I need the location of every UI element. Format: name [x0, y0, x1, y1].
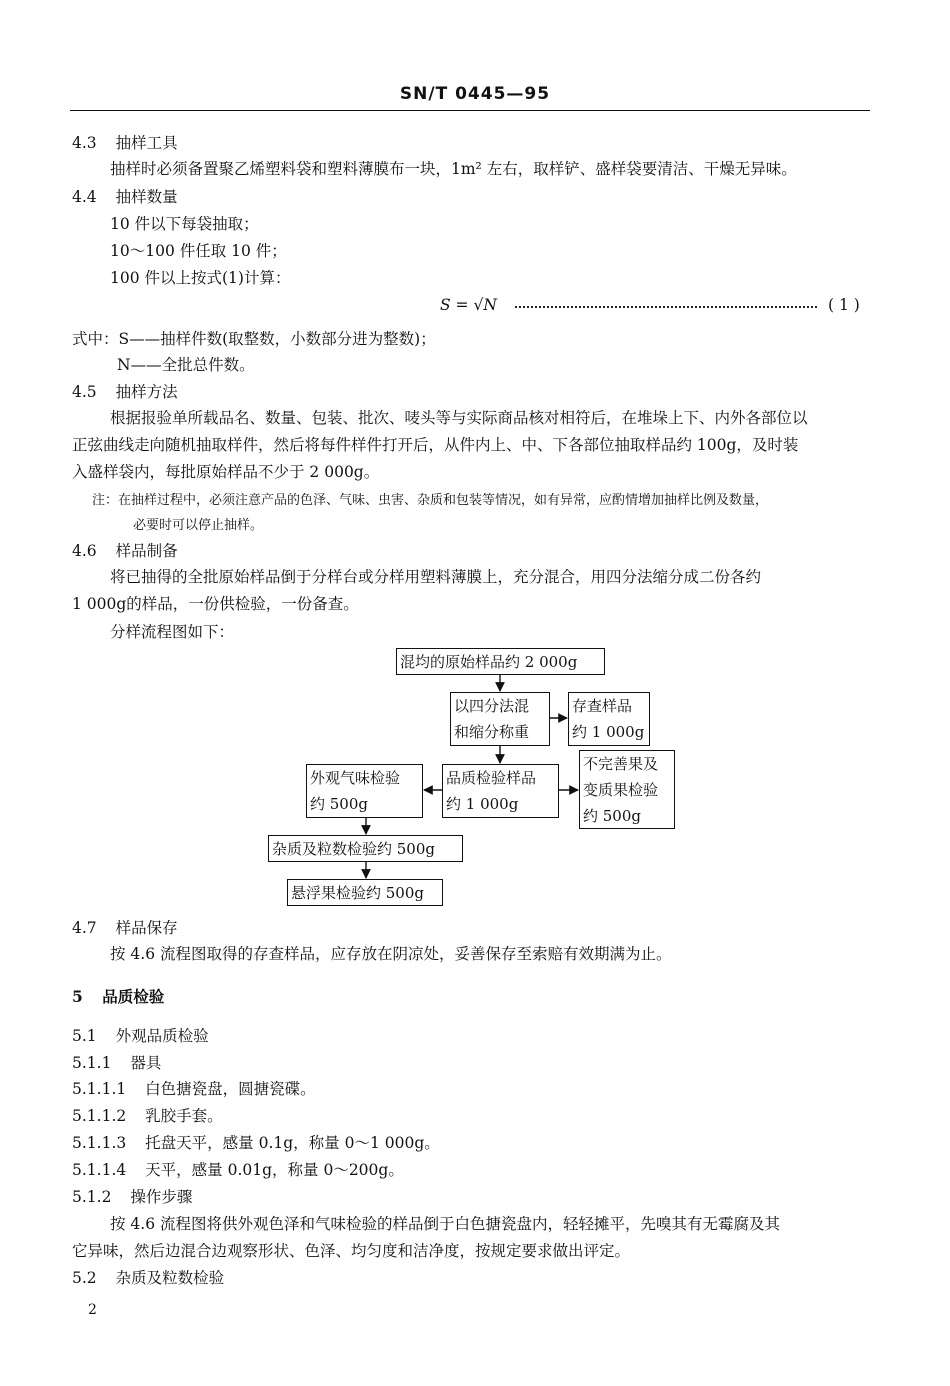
section-4-4-line-3: 100 件以上按式(1)计算：	[110, 269, 291, 287]
flow-box-text-line-2: 变质果检验	[583, 781, 659, 799]
flow-box-quartering	[450, 692, 550, 746]
section-title: 杂质及粒数检验	[115, 1269, 225, 1287]
item-5-1-1-2	[72, 1104, 223, 1126]
item-number: 5.1.1.4	[72, 1161, 127, 1179]
section-4-3-paragraph: 抽样时必须备置聚乙烯塑料袋和塑料薄膜布一块，1m² 左右，取样铲、盛样袋要清洁、干燥无异味。	[110, 160, 797, 178]
section-number: 4.3	[72, 134, 97, 152]
standard-code-header: SN/T 0445—95	[399, 84, 551, 104]
flow-box-text-line-1: 存查样品	[572, 697, 633, 715]
flow-box-reserve-sample	[568, 692, 650, 746]
section-title: 器具	[130, 1054, 162, 1072]
flow-box-text: 悬浮果检验约 500g	[291, 884, 425, 902]
item-text: 托盘天平，感量 0.1g，称量 0～1 000g。	[145, 1134, 440, 1152]
chapter-5-heading	[72, 985, 164, 1007]
flow-box-text: 混均的原始样品约 2 000g	[400, 653, 578, 671]
item-number: 5.1.1.1	[72, 1080, 127, 1098]
flow-box-text-line-1: 品质检验样品	[446, 769, 537, 787]
section-4-7-heading	[72, 916, 178, 938]
section-4-6-para-line-3: 分样流程图如下：	[110, 623, 235, 641]
flow-box-text-line-1: 以四分法混	[454, 697, 530, 715]
section-title: 抽样方法	[115, 383, 178, 401]
section-title: 样品制备	[115, 542, 178, 560]
flow-box-quality-sample	[442, 764, 559, 818]
item-text: 乳胶手套。	[145, 1107, 223, 1125]
flow-box-text-line-1: 不完善果及	[583, 755, 659, 773]
section-5-1-2-para-line-1: 按 4.6 流程图将供外观色泽和气味检验的样品倒于白色搪瓷盘内，轻轻摊平，先嗅其有无霉腐及其	[110, 1215, 781, 1233]
section-number: 5.1.1	[72, 1054, 112, 1072]
section-4-5-para-line-3: 入盛样袋内，每批原始样品不少于 2 000g。	[72, 463, 380, 481]
section-title: 抽样数量	[115, 188, 178, 206]
section-4-6-para-line-1: 将已抽得的全批原始样品倒于分样台或分样用塑料薄膜上，充分混合，用四分法缩分成二份各约	[110, 568, 762, 586]
section-4-5-para-line-2: 正弦曲线走向随机抽取样件，然后将每件样件打开后，从件内上、中、下各部位抽取样品约 100g，及时装	[72, 436, 799, 454]
section-4-4-line-2: 10～100 件任取 10 件；	[110, 242, 287, 260]
section-4-5-para-line-1: 根据报验单所载品名、数量、包装、批次、唛头等与实际商品核对相符后，在堆垛上下、内外各部位以	[110, 409, 808, 427]
note-line-1: 注：在抽样过程中，必须注意产品的色泽、气味、虫害、杂质和包装等情况，如有异常，应酌情增加抽样比例及数量，	[92, 493, 769, 508]
item-number: 5.1.1.3	[72, 1134, 127, 1152]
item-text: 天平，感量 0.01g，称量 0～200g。	[145, 1161, 404, 1179]
section-5-2-heading	[72, 1266, 224, 1288]
formula-number: ( 1 )	[828, 296, 860, 314]
section-number: 4.6	[72, 542, 97, 560]
note-line-2: 必要时可以停止抽样。	[133, 518, 264, 533]
section-5-1-2-heading	[72, 1185, 192, 1207]
flow-box-floating-fruit	[287, 879, 443, 906]
section-number: 5.2	[72, 1269, 97, 1287]
section-title: 抽样工具	[115, 134, 178, 152]
flow-box-text-line-2: 约 500g	[310, 795, 369, 813]
flow-box-appearance-odor	[306, 764, 423, 818]
item-5-1-1-4	[72, 1158, 404, 1180]
section-title: 样品保存	[115, 919, 178, 937]
section-number: 5.1.2	[72, 1188, 112, 1206]
flow-box-text-line-2: 和缩分称重	[454, 723, 530, 741]
page-number: 2	[88, 1302, 97, 1318]
where-line-1: 式中：S——抽样件数(取整数，小数部分进为整数)；	[72, 330, 436, 348]
flow-box-imperfect-fruit	[579, 750, 675, 829]
section-number: 5	[72, 987, 83, 1006]
section-5-1-1-heading	[72, 1051, 161, 1073]
flow-box-text-line-2: 约 1 000g	[446, 795, 519, 813]
item-number: 5.1.1.2	[72, 1107, 127, 1125]
flow-box-impurity-count	[268, 835, 463, 862]
section-4-7-paragraph: 按 4.6 流程图取得的存查样品，应存放在阴凉处，妥善保存至索赔有效期满为止。	[110, 945, 672, 963]
item-5-1-1-1	[72, 1077, 316, 1099]
section-5-1-2-para-line-2: 它异味，然后边混合边观察形状、色泽、均匀度和洁净度，按规定要求做出评定。	[72, 1242, 631, 1260]
section-title: 外观品质检验	[115, 1027, 209, 1045]
section-4-6-para-line-2: 1 000g的样品，一份供检验，一份备查。	[72, 595, 359, 613]
where-line-2: N——全批总件数。	[117, 356, 255, 374]
section-number: 5.1	[72, 1027, 97, 1045]
flow-box-text: 杂质及粒数检验约 500g	[272, 840, 436, 858]
item-5-1-1-3	[72, 1131, 440, 1153]
section-title: 品质检验	[102, 987, 165, 1006]
section-number: 4.5	[72, 383, 97, 401]
section-4-4-line-1: 10 件以下每袋抽取；	[110, 215, 259, 233]
section-5-1-heading	[72, 1024, 209, 1046]
section-number: 4.7	[72, 919, 97, 937]
flow-box-text-line-1: 外观气味检验	[310, 769, 401, 787]
section-number: 4.4	[72, 188, 97, 206]
formula: S = √N	[440, 296, 497, 314]
section-title: 操作步骤	[130, 1188, 193, 1206]
item-text: 白色搪瓷盘，圆搪瓷碟。	[145, 1080, 316, 1098]
flow-box-text-line-3: 约 500g	[583, 807, 642, 825]
flow-box-text-line-2: 约 1 000g	[572, 723, 645, 741]
flow-box-original-sample	[396, 648, 605, 675]
